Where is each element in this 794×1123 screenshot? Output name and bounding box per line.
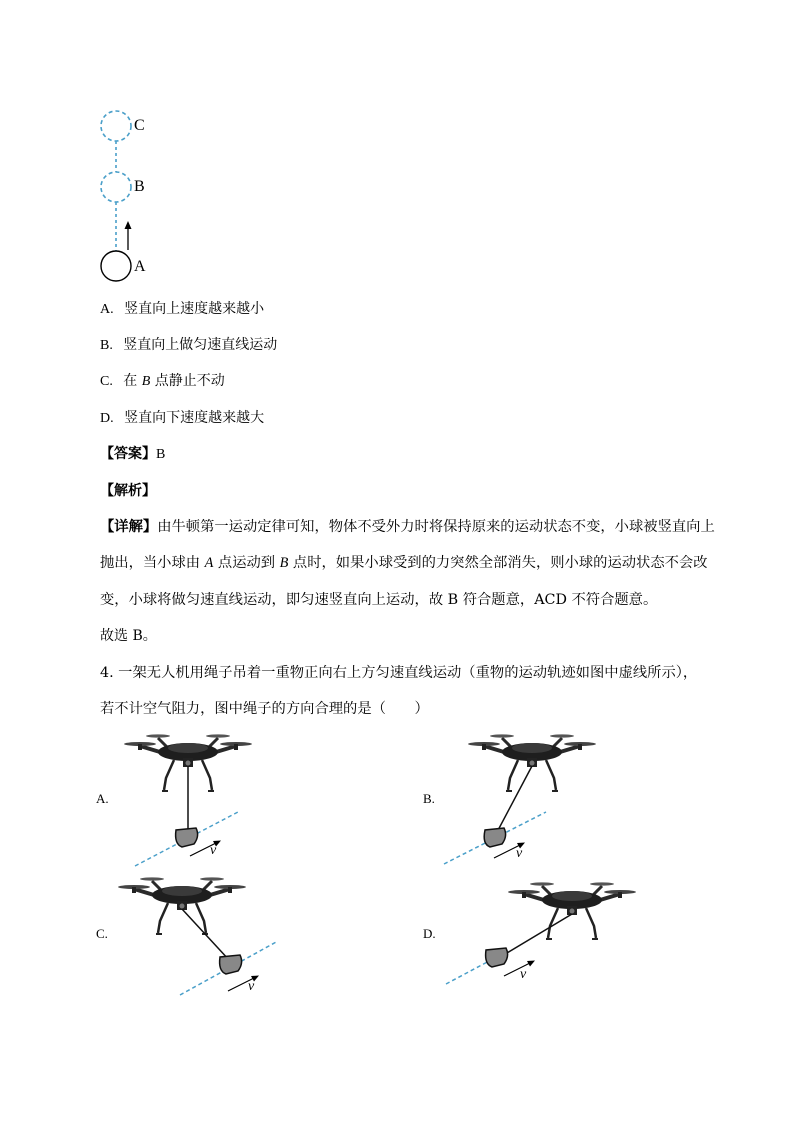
drone-option-d-figure: [440, 880, 640, 990]
detail-p3: 变，小球将做匀速直线运动，即匀速竖直向上运动，故 B 符合题意，ACD 不符合题意。: [100, 592, 658, 608]
option-a-letter: A.: [100, 302, 114, 317]
detail-line-1: [100, 517, 715, 537]
weight-d: [486, 948, 508, 967]
label-b: B: [134, 178, 145, 195]
q4-line-1: 4. 一架无人机用绳子吊着一重物正向右上方匀速直线运动（重物的运动轨迹如图中虚线所示），: [100, 665, 698, 681]
position-c-circle: [101, 111, 131, 141]
detail-tag: 【详解】: [100, 519, 158, 535]
answer-line: [100, 444, 165, 465]
position-a-circle: [101, 251, 131, 281]
option-a-text: 竖直向上速度越来越小: [124, 301, 265, 317]
velocity-a: v: [210, 843, 217, 858]
option-c-pre: 在: [123, 373, 142, 389]
option-d: [100, 408, 264, 429]
detail-p2-c: 点时，如果小球受到的力突然全部消失，则小球的运动状态不会改: [288, 555, 708, 571]
detail-var-a: A: [204, 555, 214, 571]
option-d-letter: D.: [100, 411, 114, 426]
option-c-var: B: [141, 374, 151, 389]
answer-tag: 【答案】: [100, 446, 156, 462]
detail-p2-b: 点运动到: [213, 555, 280, 571]
velocity-d: v: [520, 967, 527, 982]
drone-option-b-figure: [430, 732, 600, 872]
drone-b-icon: [468, 734, 596, 791]
rope-b: [496, 766, 532, 834]
detail-p2-a: 抛出，当小球由: [100, 555, 205, 571]
drone-d-icon: [508, 882, 636, 939]
option-b: [100, 335, 277, 356]
detail-p1: 由牛顿第一运动定律可知，物体不受外力时将保持原来的运动状态不变，小球被竖直向上: [157, 519, 715, 535]
ball-trajectory-figure: [95, 105, 165, 285]
option-a: [100, 299, 264, 320]
option-b-letter: B.: [100, 338, 113, 353]
option-c: [100, 371, 225, 392]
drone-option-a-figure: [110, 732, 280, 872]
rope-d: [502, 914, 572, 956]
option-c-letter: C.: [100, 374, 113, 389]
option-d-text: 竖直向下速度越来越大: [124, 410, 265, 426]
weight-b: [484, 828, 505, 847]
drone-c-icon: [118, 877, 246, 934]
option-c-post: 点静止不动: [150, 373, 225, 389]
option-b-text: 竖直向上做匀速直线运动: [123, 337, 278, 353]
detail-line-3: [100, 590, 657, 610]
label-a: A: [134, 258, 146, 275]
weight-a: [176, 828, 198, 847]
weight-c: [220, 955, 242, 974]
position-b-circle: [101, 172, 131, 202]
label-c: C: [134, 117, 145, 134]
detail-var-b: B: [279, 555, 289, 571]
q4-line-2: 若不计空气阻力，图中绳子的方向合理的是（ ）: [100, 701, 429, 717]
detail-line-2: [100, 553, 708, 573]
velocity-b: v: [516, 846, 523, 861]
detail-conclusion: 故选 B。: [100, 628, 157, 644]
answer-value: B: [156, 447, 166, 462]
drone-b-label: B.: [423, 791, 435, 806]
drone-d-label: D.: [423, 926, 436, 941]
analysis-tag: 【解析】: [100, 483, 156, 499]
arrow-d: [504, 962, 532, 976]
velocity-c: v: [248, 979, 255, 994]
drone-option-c-figure: [110, 875, 290, 1005]
rope-c: [182, 909, 230, 961]
drone-a-label: A.: [96, 791, 109, 806]
drone-c-label: C.: [96, 926, 108, 941]
velocity-arrowhead: [125, 221, 132, 229]
